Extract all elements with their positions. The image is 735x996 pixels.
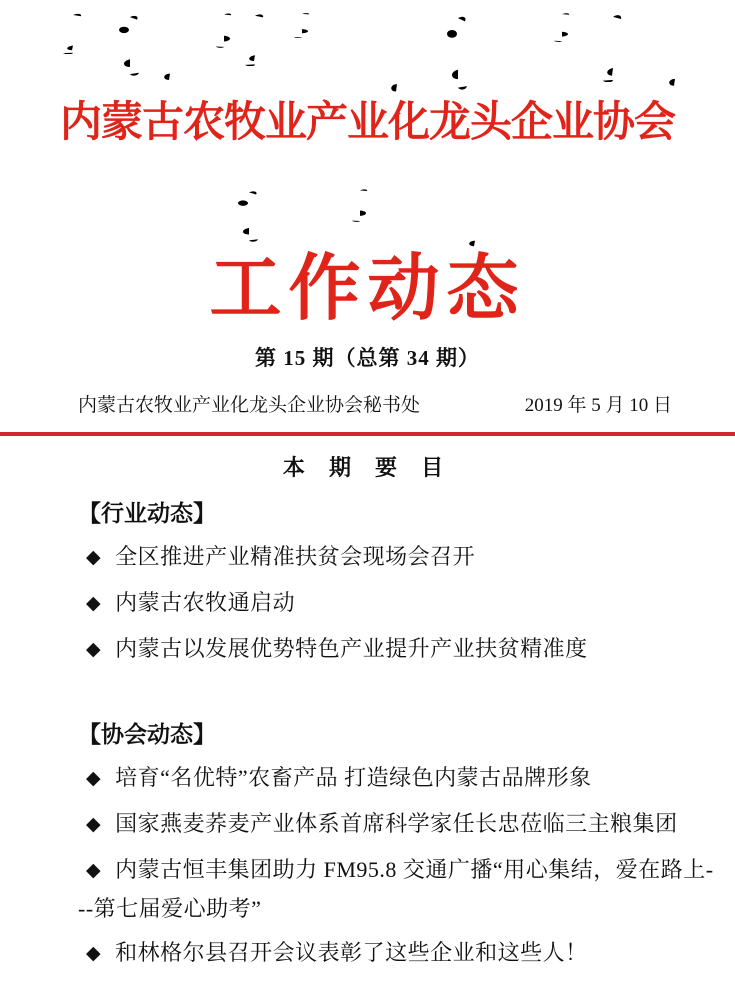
section-title: 【协会动态】 [78,721,216,747]
publisher-row [0,393,735,419]
toc-item-text: 和林格尔县召开会议表彰了这些企业和这些人！ [115,940,588,965]
diamond-bullet-icon: ◆ [86,592,102,614]
section-item-list [78,538,717,669]
diamond-bullet-icon: ◆ [86,638,102,660]
mongolian-word-icon [60,12,84,54]
toc-item [78,805,717,844]
mongolian-word-icon [212,12,236,48]
mongolian-word-icon [446,12,470,90]
mongolian-word-icon [550,12,574,42]
publisher-name: 内蒙古农牧业产业化龙头企业协会秘书处 [78,395,421,416]
diamond-bullet-icon: ◆ [86,813,102,835]
mongolian-word-icon [237,188,261,242]
toc-item-text: 全区推进产业精准扶贫会现场会召开 [115,544,476,569]
toc-heading: 本 期 要 目 [282,455,453,480]
mongolian-word-icon [600,12,624,82]
section-title: 【行业动态】 [78,500,216,526]
toc-item [78,851,717,927]
issue-number: 第 15 期（总第 34 期） [255,346,480,370]
publish-date: 2019 年 5 月 10 日 [524,395,672,416]
mongolian-word-icon [290,12,314,38]
toc-item-text: 国家燕麦荞麦产业体系首席科学家任长忠莅临三主粮集团 [115,811,678,836]
diamond-bullet-icon: ◆ [86,859,102,881]
toc-item [78,934,717,973]
mongolian-word-icon [348,188,372,222]
section-industry-news [0,496,735,669]
toc-item [78,630,717,669]
diamond-bullet-icon: ◆ [86,546,102,568]
mongolian-word-icon [663,12,687,88]
mongolian-word-icon [158,12,182,82]
diamond-bullet-icon: ◆ [86,767,102,789]
toc-item [78,759,717,798]
toc-item [78,538,717,577]
diamond-bullet-icon: ◆ [86,942,102,964]
mongolian-word-icon [463,188,487,248]
section-association-news [0,717,735,973]
toc-item-text: 培育“名优特”农畜产品 打造绿色内蒙古品牌形象 [115,765,592,790]
bulletin-title: 工作动态 [209,249,526,329]
mongolian-word-icon [385,12,409,94]
toc-item [78,584,717,623]
red-divider-rule [0,432,735,436]
mongolian-word-icon [242,12,266,66]
toc-item-text: 内蒙古农牧通启动 [115,590,296,615]
association-title: 内蒙古农牧业产业化龙头企业协会 [59,100,675,146]
section-item-list [78,759,717,973]
toc-item-text: 内蒙古恒丰集团助力 FM95.8 交通广播“用心集结，爱在路上---第七届爱心助考” [78,857,714,921]
toc-item-text: 内蒙古以发展优势特色产业提升产业扶贫精准度 [115,636,588,661]
mongolian-word-icon [118,12,142,76]
